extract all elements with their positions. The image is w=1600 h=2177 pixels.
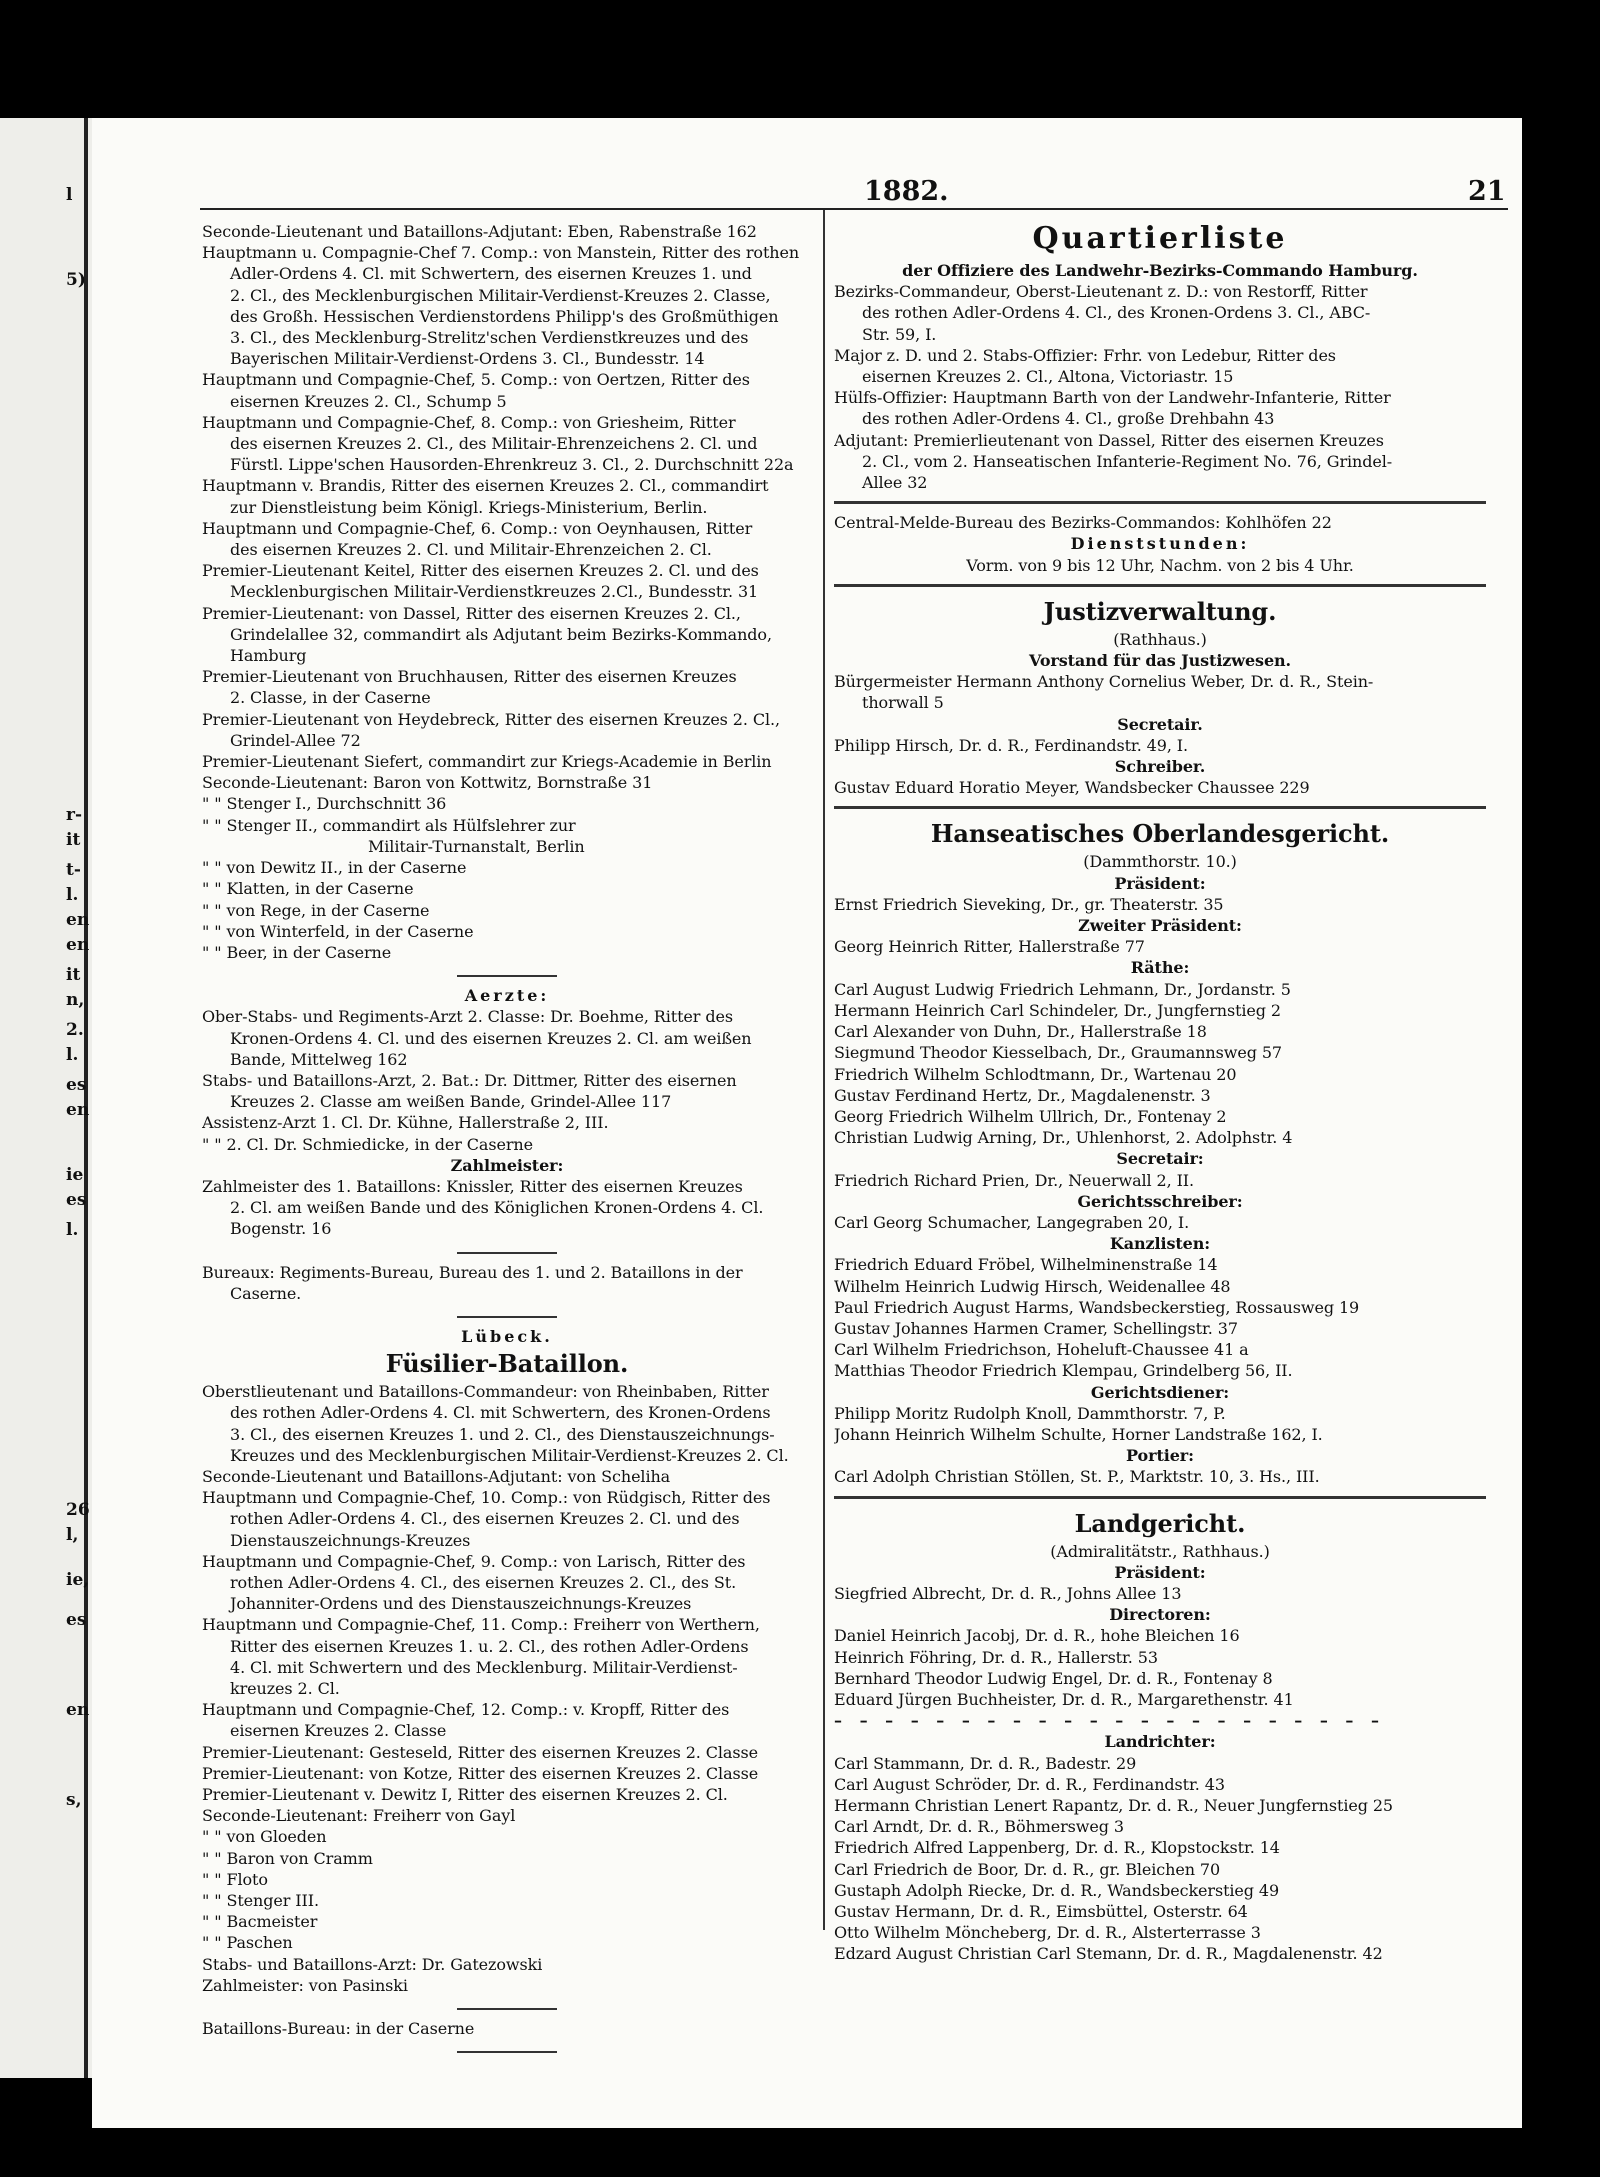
entry-line: Hauptmann und Compagnie-Chef, 10. Comp.: von Rüdgisch, Ritter des xyxy=(202,1488,771,1508)
section-divider xyxy=(834,501,1486,504)
entry-line: Carl Adolph Christian Stöllen, St. P., Marktstr. 10, 3. Hs., III. xyxy=(834,1467,1320,1487)
entry-line: Hauptmann und Compagnie-Chef, 11. Comp.: Freiherr von Werthern, xyxy=(202,1615,760,1635)
entry-line: Bernhard Theodor Ludwig Engel, Dr. d. R., Fontenay 8 xyxy=(834,1668,1273,1688)
section-heading: Zweiter Präsident: xyxy=(1078,916,1242,936)
gutter-fragment: ie, xyxy=(66,1570,90,1590)
entry-continuation: rothen Adler-Ordens 4. Cl., des eisernen Kreuzes 2. Cl. und des xyxy=(230,1509,740,1529)
gutter-fragment: t- xyxy=(66,860,81,880)
entry-line: Bataillons-Bureau: in der Caserne xyxy=(202,2019,475,2039)
gutter-fragment: es xyxy=(66,1190,87,1210)
entry-line: Seconde-Lieutenant und Bataillons-Adjutant: von Scheliha xyxy=(202,1466,671,1486)
section-heading: Portier: xyxy=(1126,1446,1194,1466)
entry-line: Premier-Lieutenant Siefert, commandirt zur Kriegs-Academie in Berlin xyxy=(202,752,772,772)
entry-line: " " Stenger II., commandirt als Hülfslehrer zur xyxy=(202,815,576,835)
section-heading: Secretair: xyxy=(1116,1149,1204,1169)
entry-line: Ernst Friedrich Sieveking, Dr., gr. Theaterstr. 35 xyxy=(834,894,1224,914)
section-heading: Landgericht. xyxy=(1074,1508,1246,1538)
entry-line: Johann Heinrich Wilhelm Schulte, Horner Landstraße 162, I. xyxy=(834,1424,1323,1444)
entry-continuation: Militair-Turnanstalt, Berlin xyxy=(368,836,585,856)
entry-line: Carl Arndt, Dr. d. R., Böhmersweg 3 xyxy=(834,1817,1124,1837)
section-heading: Räthe: xyxy=(1130,958,1190,978)
entry-line: " " Stenger I., Durchschnitt 36 xyxy=(202,794,447,814)
gutter-fragment: it xyxy=(66,965,81,985)
entry-line: Major z. D. und 2. Stabs-Offizier: Frhr. von Ledebur, Ritter des xyxy=(834,345,1336,365)
facing-page-edge xyxy=(0,118,92,2078)
section-separator xyxy=(457,975,557,977)
entry-line: Hermann Christian Lenert Rapantz, Dr. d. R., Neuer Jungfernstieg 25 xyxy=(834,1796,1393,1815)
gutter-fragment: ie xyxy=(66,1165,84,1185)
entry-continuation: des rothen Adler-Ordens 4. Cl. mit Schwertern, des Kronen-Ordens xyxy=(230,1403,771,1423)
entry-line: Friedrich Richard Prien, Dr., Neuerwall 2, II. xyxy=(834,1170,1195,1190)
section-heading: Secretair. xyxy=(1117,714,1203,734)
entry-line: Wilhelm Heinrich Ludwig Hirsch, Weidenallee 48 xyxy=(834,1276,1231,1296)
entry-continuation: Johanniter-Ordens und des Dienstauszeichnungs-Kreuzes xyxy=(230,1594,692,1614)
entry-line: " " von Rege, in der Caserne xyxy=(202,900,430,920)
entry-line: Georg Friedrich Wilhelm Ullrich, Dr., Fontenay 2 xyxy=(834,1106,1227,1126)
right-column xyxy=(834,218,1486,1965)
entry-continuation: Allee 32 xyxy=(862,473,928,493)
entry-line: Seconde-Lieutenant: Baron von Kottwitz, Bornstraße 31 xyxy=(202,773,653,793)
entry-line: Hauptmann u. Compagnie-Chef 7. Comp.: von Manstein, Ritter des rothen xyxy=(202,243,800,263)
entry-line: " " Bacmeister xyxy=(202,1912,318,1932)
entry-line: Edzard August Christian Carl Stemann, Dr. d. R., Magdalenenstr. 42 xyxy=(834,1944,1383,1964)
entry-line: Philipp Moritz Rudolph Knoll, Dammthorstr. 7, P. xyxy=(834,1403,1226,1423)
entry-line: Hauptmann und Compagnie-Chef, 9. Comp.: von Larisch, Ritter des xyxy=(202,1551,746,1571)
entry-line: Central-Melde-Bureau des Bezirks-Commandos: Kohlhöfen 22 xyxy=(834,513,1332,533)
gutter-fragment: en xyxy=(66,1100,90,1120)
entry-line: Premier-Lieutenant v. Dewitz I, Ritter des eisernen Kreuzes 2. Cl. xyxy=(202,1785,728,1805)
entry-continuation: 2. Cl., des Mecklenburgischen Militair-Verdienst-Kreuzes 2. Classe, xyxy=(230,285,771,305)
left-column xyxy=(202,221,812,2061)
section-heading: Gerichtsdiener: xyxy=(1090,1382,1230,1402)
section-heading: Füsilier-Bataillon. xyxy=(385,1349,629,1379)
section-separator xyxy=(457,2008,557,2010)
entry-line: " " Beer, in der Caserne xyxy=(202,942,392,962)
entry-continuation: Bayerischen Militair-Verdienst-Ordens 3. Cl., Bundesstr. 14 xyxy=(230,349,705,369)
entry-line: Gustav Eduard Horatio Meyer, Wandsbecker Chaussee 229 xyxy=(834,778,1310,798)
entry-line: Bureaux: Regiments-Bureau, Bureau des 1. und 2. Bataillons in der xyxy=(202,1262,743,1282)
gutter-fragment: n, xyxy=(66,990,85,1010)
gutter-fragment: l. xyxy=(66,1220,79,1240)
entry-line: Hauptmann und Compagnie-Chef, 6. Comp.: von Oeynhausen, Ritter xyxy=(202,518,753,538)
entry-line: " " Klatten, in der Caserne xyxy=(202,879,414,899)
entry-line: Ober-Stabs- und Regiments-Arzt 2. Classe: Dr. Boehme, Ritter des xyxy=(202,1007,733,1027)
entry-continuation: eisernen Kreuzes 2. Cl., Altona, Victoriastr. 15 xyxy=(862,367,1234,387)
document-page xyxy=(92,118,1522,2128)
entry-continuation: Ritter des eisernen Kreuzes 1. u. 2. Cl., des rothen Adler-Ordens xyxy=(230,1636,749,1656)
section-heading: Dienststunden: xyxy=(1070,534,1250,554)
entry-continuation: kreuzes 2. Cl. xyxy=(230,1679,340,1698)
entry-continuation: Bogenstr. 16 xyxy=(230,1219,332,1239)
entry-line: Carl Friedrich de Boor, Dr. d. R., gr. Bleichen 70 xyxy=(834,1859,1221,1879)
entry-line: " " 2. Cl. Dr. Schmiedicke, in der Caserne xyxy=(202,1134,533,1154)
entry-continuation: eisernen Kreuzes 2. Cl., Schump 5 xyxy=(230,391,507,411)
entry-continuation: Fürstl. Lippe'schen Hausorden-Ehrenkreuz 3. Cl., 2. Durchschnitt 22a xyxy=(230,455,794,475)
entry-line: Hauptmann und Compagnie-Chef, 5. Comp.: von Oertzen, Ritter des xyxy=(202,370,750,390)
gutter-fragment: r- xyxy=(66,805,83,825)
entry-line: Friedrich Eduard Fröbel, Wilhelminenstraße 14 xyxy=(834,1255,1218,1275)
gutter-fragment: 2. xyxy=(66,1020,84,1040)
entry-line: Oberstlieutenant und Bataillons-Commandeur: von Rheinbaben, Ritter xyxy=(202,1382,769,1402)
entry-line: " " von Dewitz II., in der Caserne xyxy=(202,858,467,878)
section-heading: Vorstand für das Justizwesen. xyxy=(1028,651,1292,671)
entry-line: Premier-Lieutenant: von Kotze, Ritter des eisernen Kreuzes 2. Classe xyxy=(202,1763,759,1783)
entry-line: Paul Friedrich August Harms, Wandsbeckerstieg, Rossausweg 19 xyxy=(834,1297,1360,1317)
entry-line: " " Floto xyxy=(202,1869,268,1889)
entry-line: Hermann Heinrich Carl Schindeler, Dr., Jungfernstieg 2 xyxy=(834,1000,1281,1020)
entry-line: Hülfs-Offizier: Hauptmann Barth von der Landwehr-Infanterie, Ritter xyxy=(834,388,1391,408)
entry-continuation: Grindelallee 32, commandirt als Adjutant beim Bezirks-Kommando, xyxy=(230,624,772,644)
entry-line: " " Stenger III. xyxy=(202,1891,319,1911)
page-number: 21 xyxy=(1468,176,1506,207)
entry-line: Gustaph Adolph Riecke, Dr. d. R., Wandsbeckerstieg 49 xyxy=(834,1880,1280,1900)
header-year: 1882. xyxy=(864,176,949,207)
entry-line: Bürgermeister Hermann Anthony Cornelius Weber, Dr. d. R., Stein- xyxy=(834,672,1374,692)
gutter-fragment: es xyxy=(66,1610,87,1630)
gutter-fragment: it xyxy=(66,830,81,850)
entry-line: Otto Wilhelm Möncheberg, Dr. d. R., Alsterterrasse 3 xyxy=(834,1923,1261,1943)
entry-line: Premier-Lieutenant von Bruchhausen, Ritter des eisernen Kreuzes xyxy=(202,667,737,687)
entry-continuation: des Großh. Hessischen Verdienstordens Philipp's des Großmüthigen xyxy=(230,306,779,326)
entry-line: Gustav Hermann, Dr. d. R., Eimsbüttel, Osterstr. 64 xyxy=(834,1902,1248,1922)
entry-continuation: 3. Cl., des eisernen Kreuzes 1. und 2. Cl., des Dienstauszeichnungs- xyxy=(230,1424,775,1444)
entry-line: " " Baron von Cramm xyxy=(202,1848,373,1868)
entry-line: Stabs- und Bataillons-Arzt, 2. Bat.: Dr. Dittmer, Ritter des eisernen xyxy=(202,1070,737,1090)
entry-line: " " von Winterfeld, in der Caserne xyxy=(202,921,474,941)
section-heading: Directoren: xyxy=(1109,1605,1211,1625)
entry-line: Carl Georg Schumacher, Langegraben 20, I. xyxy=(834,1212,1190,1232)
entry-line: Friedrich Wilhelm Schlodtmann, Dr., Wartenau 20 xyxy=(834,1064,1237,1084)
section-separator xyxy=(457,2051,557,2053)
gutter-fragment: l. xyxy=(66,885,79,905)
section-heading: (Rathhaus.) xyxy=(1113,629,1207,649)
column-divider xyxy=(823,210,825,1930)
entry-continuation: Mecklenburgischen Militair-Verdienstkreuzes 2.Cl., Bundesstr. 31 xyxy=(230,582,759,602)
gutter-fragment: l. xyxy=(66,1045,79,1065)
entry-continuation: des eisernen Kreuzes 2. Cl. und Militair-Ehrenzeichen 2. Cl. xyxy=(230,540,712,560)
entry-continuation: Str. 59, I. xyxy=(862,324,937,344)
gutter-fragment: en xyxy=(66,935,90,955)
entry-continuation: eisernen Kreuzes 2. Classe xyxy=(230,1721,447,1741)
entry-continuation: 2. Cl., vom 2. Hanseatischen Infanterie-Regiment No. 76, Grindel- xyxy=(862,451,1393,471)
section-heading: Aerzte: xyxy=(464,986,550,1006)
gutter-fragment: l, xyxy=(66,1525,79,1545)
entry-line: Adjutant: Premierlieutenant von Dassel, Ritter des eisernen Kreuzes xyxy=(834,430,1384,450)
entry-line: Carl Stammann, Dr. d. R., Badestr. 29 xyxy=(834,1753,1137,1773)
entry-continuation: thorwall 5 xyxy=(862,693,944,713)
entry-continuation: 4. Cl. mit Schwertern und des Mecklenburg. Militair-Verdienst- xyxy=(230,1657,738,1677)
entry-line: Hauptmann und Compagnie-Chef, 12. Comp.: v. Kropff, Ritter des xyxy=(202,1700,730,1720)
entry-line: Daniel Heinrich Jacobj, Dr. d. R., hohe Bleichen 16 xyxy=(834,1626,1240,1646)
entry-continuation: Hamburg xyxy=(230,646,307,666)
entry-line: Gustav Ferdinand Hertz, Dr., Magdalenenstr. 3 xyxy=(834,1085,1211,1105)
entry-continuation: zur Dienstleistung beim Königl. Kriegs-Ministerium, Berlin. xyxy=(230,497,708,517)
entry-line: Friedrich Alfred Lappenberg, Dr. d. R., Klopstockstr. 14 xyxy=(834,1838,1280,1858)
section-divider xyxy=(834,806,1486,809)
entry-line: Siegmund Theodor Kiesselbach, Dr., Graumannsweg 57 xyxy=(834,1043,1282,1063)
entry-line: Carl Alexander von Duhn, Dr., Hallerstraße 18 xyxy=(834,1022,1207,1042)
entry-continuation: Adler-Ordens 4. Cl. mit Schwertern, des eisernen Kreuzes 1. und xyxy=(230,264,752,284)
section-heading: Hanseatisches Oberlandesgericht. xyxy=(930,819,1390,849)
entry-line: " " Paschen xyxy=(202,1933,293,1953)
entry-continuation: Bande, Mittelweg 162 xyxy=(230,1049,408,1069)
entry-line: Siegfried Albrecht, Dr. d. R., Johns Allee 13 xyxy=(834,1583,1182,1603)
entry-line: Seconde-Lieutenant und Bataillons-Adjutant: Eben, Rabenstraße 162 xyxy=(202,222,757,241)
entry-line: " " von Gloeden xyxy=(202,1827,327,1847)
section-heading: (Dammthorstr. 10.) xyxy=(1083,852,1237,872)
entry-line: Seconde-Lieutenant: Freiherr von Gayl xyxy=(202,1806,516,1826)
section-heading: Vorm. von 9 bis 12 Uhr, Nachm. von 2 bis 4 Uhr. xyxy=(966,555,1354,575)
section-heading: Lübeck. xyxy=(461,1326,553,1346)
gutter-fragment: 5) xyxy=(66,270,86,290)
section-heading: Zahlmeister: xyxy=(450,1155,564,1175)
entry-continuation: Kreuzes und des Mecklenburgischen Militair-Verdienst-Kreuzes 2. Cl. xyxy=(230,1445,789,1465)
entry-continuation: 2. Cl. am weißen Bande und des Königlichen Kronen-Ordens 4. Cl. xyxy=(230,1198,764,1218)
section-divider xyxy=(834,1496,1486,1499)
entry-line: Gustav Johannes Harmen Cramer, Schellingstr. 37 xyxy=(834,1318,1238,1338)
entry-line: Carl Wilhelm Friedrichson, Hoheluft-Chaussee 41 a xyxy=(834,1340,1249,1360)
entry-line: Assistenz-Arzt 1. Cl. Dr. Kühne, Hallerstraße 2, III. xyxy=(202,1113,609,1133)
gutter-fragment: 26 xyxy=(66,1500,90,1520)
entry-continuation: des eisernen Kreuzes 2. Cl., des Militair-Ehrenzeichens 2. Cl. und xyxy=(230,434,758,454)
section-heading: Quartierliste xyxy=(1032,221,1288,256)
section-separator xyxy=(457,1252,557,1254)
section-separator xyxy=(457,1316,557,1318)
gutter-fragment: en xyxy=(66,1700,90,1720)
section-heading: Präsident: xyxy=(1114,1562,1206,1582)
entry-line: Eduard Jürgen Buchheister, Dr. d. R., Margarethenstr. 41 xyxy=(834,1689,1294,1709)
entry-continuation: 2. Classe, in der Caserne xyxy=(230,688,431,708)
section-heading: Gerichtsschreiber: xyxy=(1077,1191,1243,1211)
section-heading: der Offiziere des Landwehr-Bezirks-Commando Hamburg. xyxy=(902,261,1418,280)
entry-continuation: Grindel-Allee 72 xyxy=(230,730,361,750)
entry-line: Philipp Hirsch, Dr. d. R., Ferdinandstr. 49, I. xyxy=(834,735,1189,755)
entry-line: Premier-Lieutenant Keitel, Ritter des eisernen Kreuzes 2. Cl. und des xyxy=(202,561,759,581)
entry-line: Georg Heinrich Ritter, Hallerstraße 77 xyxy=(834,937,1145,957)
section-heading: Schreiber. xyxy=(1114,757,1206,777)
entry-line: Matthias Theodor Friedrich Klempau, Grindelberg 56, II. xyxy=(834,1361,1293,1381)
entry-continuation: rothen Adler-Ordens 4. Cl., des eisernen Kreuzes 2. Cl., des St. xyxy=(230,1572,737,1592)
dashed-rule: – – – – – – – – – – – – – – – – – – – – – – xyxy=(834,1711,1385,1731)
entry-line: Hauptmann v. Brandis, Ritter des eisernen Kreuzes 2. Cl., commandirt xyxy=(202,476,769,496)
entry-line: Carl August Ludwig Friedrich Lehmann, Dr., Jordanstr. 5 xyxy=(834,979,1291,999)
header-rule xyxy=(200,208,1508,210)
entry-line: Bezirks-Commandeur, Oberst-Lieutenant z. D.: von Restorff, Ritter xyxy=(834,282,1368,302)
gutter-fragment: l xyxy=(66,185,73,205)
binding-shadow xyxy=(84,118,88,2078)
section-heading: Präsident: xyxy=(1114,873,1206,893)
gutter-fragment: en xyxy=(66,910,90,930)
entry-line: Zahlmeister: von Pasinski xyxy=(202,1975,408,1995)
entry-line: Premier-Lieutenant von Heydebreck, Ritter des eisernen Kreuzes 2. Cl., xyxy=(202,709,780,729)
section-heading: Kanzlisten: xyxy=(1109,1234,1211,1254)
entry-line: Hauptmann und Compagnie-Chef, 8. Comp.: von Griesheim, Ritter xyxy=(202,412,736,432)
entry-line: Zahlmeister des 1. Bataillons: Knissler, Ritter des eisernen Kreuzes xyxy=(202,1176,743,1196)
entry-continuation: Dienstauszeichnungs-Kreuzes xyxy=(230,1530,471,1550)
entry-line: Premier-Lieutenant: Gesteseld, Ritter des eisernen Kreuzes 2. Classe xyxy=(202,1742,758,1762)
entry-continuation: Caserne. xyxy=(230,1283,302,1303)
entry-continuation: Kronen-Ordens 4. Cl. und des eisernen Kreuzes 2. Cl. am weißen xyxy=(230,1028,752,1048)
entry-line: Carl August Schröder, Dr. d. R., Ferdinandstr. 43 xyxy=(834,1774,1225,1794)
section-heading: Landrichter: xyxy=(1104,1732,1216,1752)
entry-line: Heinrich Föhring, Dr. d. R., Hallerstr. 53 xyxy=(834,1647,1158,1667)
entry-continuation: des rothen Adler-Ordens 4. Cl., des Kronen-Ordens 3. Cl., ABC- xyxy=(862,303,1371,323)
gutter-fragment: s, xyxy=(66,1790,82,1810)
section-heading: (Admiralitätstr., Rathhaus.) xyxy=(1050,1541,1270,1561)
gutter-fragment: es xyxy=(66,1075,87,1095)
entry-continuation: Kreuzes 2. Classe am weißen Bande, Grindel-Allee 117 xyxy=(230,1092,672,1112)
section-heading: Justizverwaltung. xyxy=(1043,596,1277,626)
entry-line: Premier-Lieutenant: von Dassel, Ritter des eisernen Kreuzes 2. Cl., xyxy=(202,603,741,623)
entry-continuation: 3. Cl., des Mecklenburg-Strelitz'schen Verdienstkreuzes und des xyxy=(230,328,749,348)
entry-line: Stabs- und Bataillons-Arzt: Dr. Gatezowski xyxy=(202,1954,543,1974)
section-divider xyxy=(834,584,1486,587)
entry-continuation: des rothen Adler-Ordens 4. Cl., große Drehbahn 43 xyxy=(862,409,1275,429)
entry-line: Christian Ludwig Arning, Dr., Uhlenhorst, 2. Adolphstr. 4 xyxy=(834,1128,1293,1148)
